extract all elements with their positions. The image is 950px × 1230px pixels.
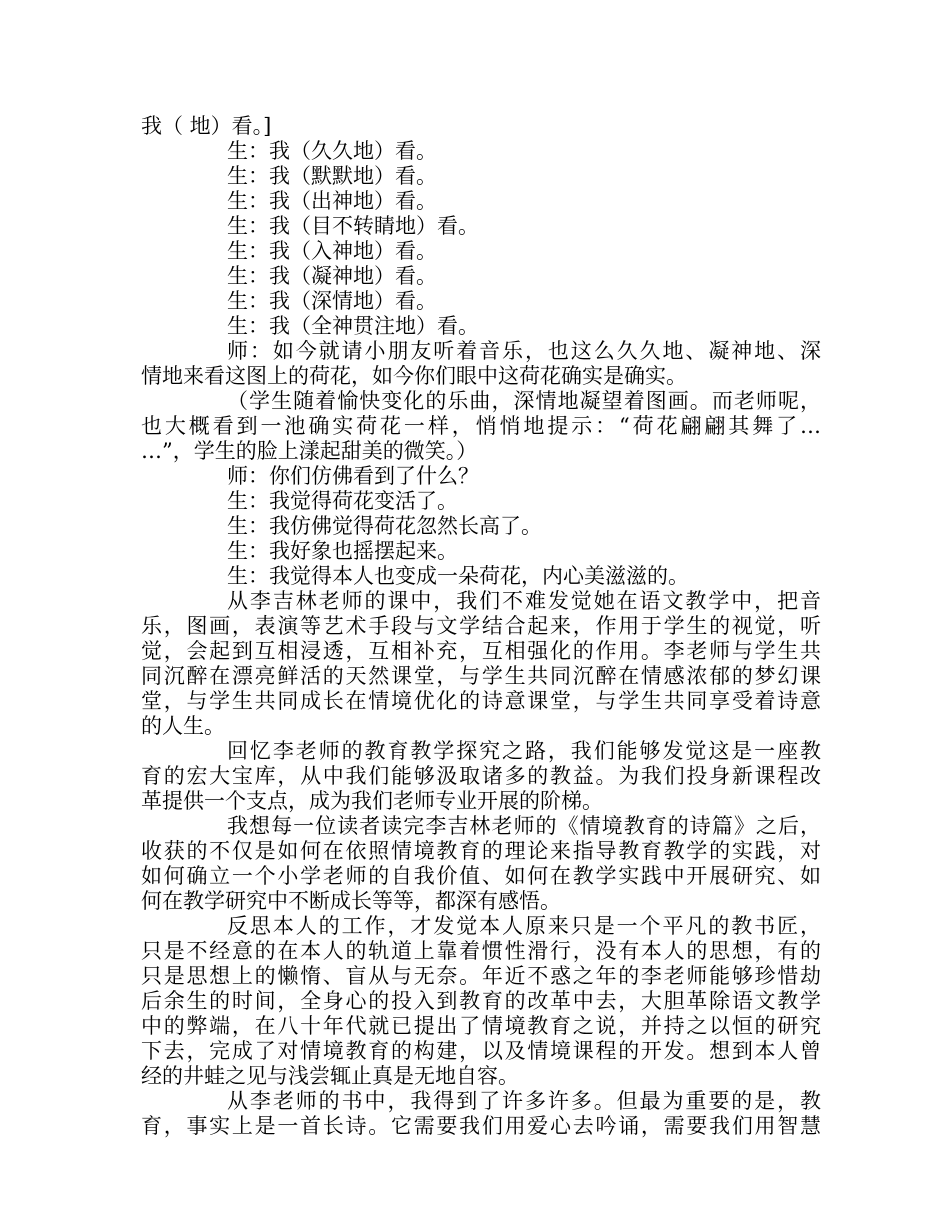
paragraph-line: 何在教学研究中不断成长等等，都深有感悟。 [141,889,561,913]
dialogue-line: 生：我觉得本人也变成一朵荷花，内心美滋滋的。 [227,564,689,588]
paragraph-line: 回忆李老师的教育教学探究之路，我们能够发觉这是一座教 [227,739,821,763]
dialogue-line: 生：我（深情地）看。 [227,289,437,313]
paragraph-line: 后余生的时间，全身心的投入到教育的改革中去，大胆革除语文教学 [141,989,821,1013]
dialogue-line: 生：我（入神地）看。 [227,239,437,263]
paragraph-line: 从李老师的书中，我得到了许多许多。但最为重要的是，教 [227,1089,821,1113]
paragraph-line: 师：如今就请小朋友听着音乐，也这么久久地、凝神地、深 [227,339,821,363]
dialogue-line: 生：我觉得荷花变活了。 [227,489,458,513]
paragraph-line: 下去，完成了对情境教育的构建，以及情境课程的开发。想到本人曾 [141,1039,821,1063]
paragraph-line: 只是不经意的在本人的轨道上靠着惯性滑行，没有本人的思想，有的 [141,939,821,963]
dialogue-line: 生：我仿佛觉得荷花忽然长高了。 [227,514,542,538]
paragraph-line: 情地来看这图上的荷花，如今你们眼中这荷花确实是确实。 [141,364,687,388]
document-body [141,114,821,1139]
dialogue-line: 师：你们仿佛看到了什么？ [227,464,479,488]
dialogue-line: 生：我（全神贯注地）看。 [227,314,479,338]
paragraph-line: 中的弊端，在八十年代就已提出了情境教育之说，并持之以恒的研究 [141,1014,821,1038]
paragraph-line: 乐，图画，表演等艺术手段与文学结合起来，作用于学生的视觉，听 [141,614,821,638]
paragraph-line: 同沉醉在漂亮鲜活的天然课堂，与学生共同沉醉在情感浓郁的梦幻课 [141,664,821,688]
paragraph-line: …”，学生的脸上漾起甜美的微笑。） [141,439,478,463]
paragraph-line: 堂，与学生共同成长在情境优化的诗意课堂，与学生共同享受着诗意 [141,689,821,713]
paragraph-line: 也大概看到一池确实荷花一样，悄悄地提示：“荷花翩翩其舞了… [141,414,821,438]
dialogue-line: 生：我（出神地）看。 [227,189,437,213]
paragraph-line: 我想每一位读者读完李吉林老师的《情境教育的诗篇》之后， [227,814,821,838]
dialogue-line: 生：我（目不转睛地）看。 [227,214,479,238]
paragraph-line: 的人生。 [141,714,225,738]
dialogue-line: 生：我（久久地）看。 [227,139,437,163]
paragraph-line: 经的井蛙之见与浅尝辄止真是无地自容。 [141,1064,519,1088]
paragraph-line: 育，事实上是一首长诗。它需要我们用爱心去吟诵，需要我们用智慧 [141,1114,821,1138]
paragraph-line: （学生随着愉快变化的乐曲，深情地凝望着图画。而老师呢， [227,389,821,413]
paragraph-line: 如何确立一个小学老师的自我价值、如何在教学实践中开展研究、如 [141,864,821,888]
paragraph-line: 革提供一个支点，成为我们老师专业开展的阶梯。 [141,789,603,813]
paragraph-line: 觉，会起到互相浸透，互相补充，互相强化的作用。李老师与学生共 [141,639,821,663]
paragraph-line: 育的宏大宝库，从中我们能够汲取诸多的教益。为我们投身新课程改 [141,764,821,788]
dialogue-line: 生：我（凝神地）看。 [227,264,437,288]
dialogue-line: 生：我好象也摇摆起来。 [227,539,458,563]
dialogue-line: 生：我（默默地）看。 [227,164,437,188]
text-line: 我（ 地）看。] [141,114,272,138]
paragraph-line: 收获的不仅是如何在依照情境教育的理论来指导教育教学的实践，对 [141,839,821,863]
paragraph-line: 只是思想上的懒惰、盲从与无奈。年近不惑之年的李老师能够珍惜劫 [141,964,821,988]
paragraph-line: 反思本人的工作，才发觉本人原来只是一个平凡的教书匠， [227,914,821,938]
paragraph-line: 从李吉林老师的课中，我们不难发觉她在语文教学中，把音 [227,589,821,613]
